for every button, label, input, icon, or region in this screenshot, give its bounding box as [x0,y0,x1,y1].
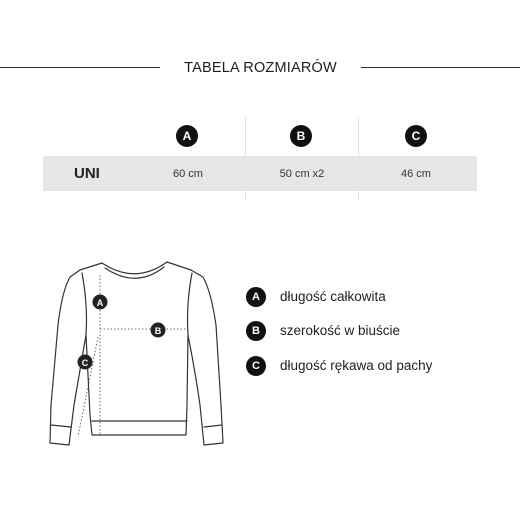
legend-text-b: szerokość w biuście [280,323,401,338]
title-divider-left [0,67,160,68]
right-cuff [204,425,222,427]
legend-badge-c: C [246,356,266,376]
legend-badge-a: A [246,287,266,307]
right-armhole-seam [188,273,193,335]
size-chart-header [0,58,520,78]
marker-b-label: B [154,326,162,336]
size-label: UNI [74,165,100,182]
left-armhole-seam [82,273,87,335]
legend-text-c: długość rękawa od pachy [280,358,433,373]
marker-a-label: A [96,298,104,308]
left-cuff [51,425,71,427]
column-header-b: B [290,125,312,147]
sweatshirt-diagram [40,255,240,455]
sweatshirt-outline [50,262,223,445]
value-a: 60 cm [173,168,203,180]
legend-text-a: długość całkowita [280,289,386,304]
legend-badge-b: B [246,321,266,341]
column-header-a: A [176,125,198,147]
column-header-c: C [405,125,427,147]
title-divider-right [361,67,520,68]
value-c: 46 cm [401,168,431,180]
value-b: 50 cm x2 [279,168,325,180]
page-title: TABELA ROZMIARÓW [184,60,337,76]
marker-c-label: C [81,358,89,368]
